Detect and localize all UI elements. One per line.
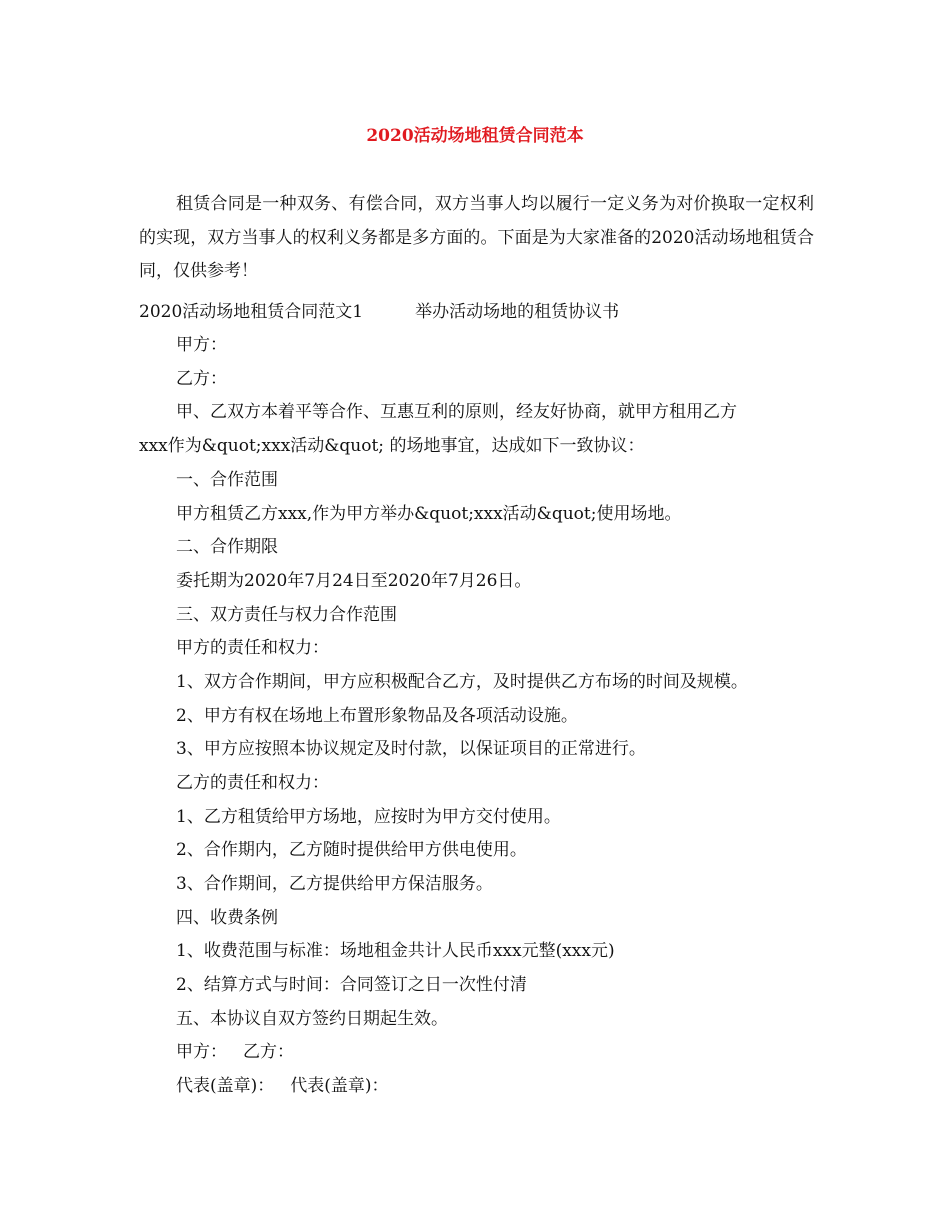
signature-party-b: 乙方： <box>243 1042 294 1062</box>
subtitle-right: 举办活动场地的租赁协议书 <box>415 302 620 322</box>
section-2-text: 委托期为2020年7月24日至2020年7月26日。 <box>176 571 532 591</box>
section-1-text: 甲方租赁乙方xxx,作为甲方举办&quot;xxx活动&quot;使用场地。 <box>176 504 682 524</box>
party-a-item-2: 2、甲方有权在场地上布置形象物品及各项活动设施。 <box>176 706 578 726</box>
contract-subtitle <box>139 298 619 326</box>
fee-item-2: 2、结算方式与时间：合同签订之日一次性付清 <box>176 975 527 995</box>
subtitle-left: 2020活动场地租赁合同范文1 <box>139 302 364 322</box>
representative-line <box>176 1072 389 1100</box>
representative-party-b: 代表(盖章)： <box>290 1076 389 1096</box>
party-a-label: 甲方： <box>176 335 227 355</box>
section-5-heading: 五、本协议自双方签约日期起生效。 <box>176 1009 448 1029</box>
representative-party-a: 代表(盖章)： <box>176 1076 275 1096</box>
section-1-heading: 一、合作范围 <box>176 470 278 490</box>
signature-party-a: 甲方： <box>176 1042 227 1062</box>
fee-item-1: 1、收费范围与标准：场地租金共计人民币xxx元整(xxx元) <box>176 941 615 961</box>
agreement-paragraph-line-1: 甲、乙双方本着平等合作、互惠互利的原则，经友好协商，就甲方租用乙方 <box>176 402 737 422</box>
party-b-rights-heading: 乙方的责任和权力： <box>176 773 329 793</box>
document-title: 2020活动场地租赁合同范本 <box>366 126 584 146</box>
signature-parties-line <box>176 1038 294 1066</box>
party-b-item-1: 1、乙方租赁给甲方场地，应按时为甲方交付使用。 <box>176 807 561 827</box>
party-a-rights-heading: 甲方的责任和权力： <box>176 638 329 658</box>
party-b-item-3: 3、合作期间，乙方提供给甲方保洁服务。 <box>176 874 493 894</box>
section-4-heading: 四、收费条例 <box>176 908 278 928</box>
section-2-heading: 二、合作期限 <box>176 537 278 557</box>
party-a-item-1: 1、双方合作期间，甲方应积极配合乙方，及时提供乙方布场的时间及规模。 <box>176 672 748 692</box>
party-a-item-3: 3、甲方应按照本协议规定及时付款，以保证项目的正常进行。 <box>176 739 646 759</box>
agreement-paragraph-line-2: xxx作为&quot;xxx活动&quot; 的场地事宜，达成如下一致协议： <box>139 436 645 456</box>
party-b-label: 乙方： <box>176 369 227 389</box>
party-b-item-2: 2、合作期内，乙方随时提供给甲方供电使用。 <box>176 840 527 860</box>
section-3-heading: 三、双方责任与权力合作范围 <box>176 605 397 625</box>
intro-paragraph: 租赁合同是一种双务、有偿合同，双方当事人均以履行一定义务为对价换取一定权利的实现，双方当事人的权利义务都是多方面的。下面是为大家准备的2020活动场地租赁合同，仅供参考！ <box>139 194 814 281</box>
